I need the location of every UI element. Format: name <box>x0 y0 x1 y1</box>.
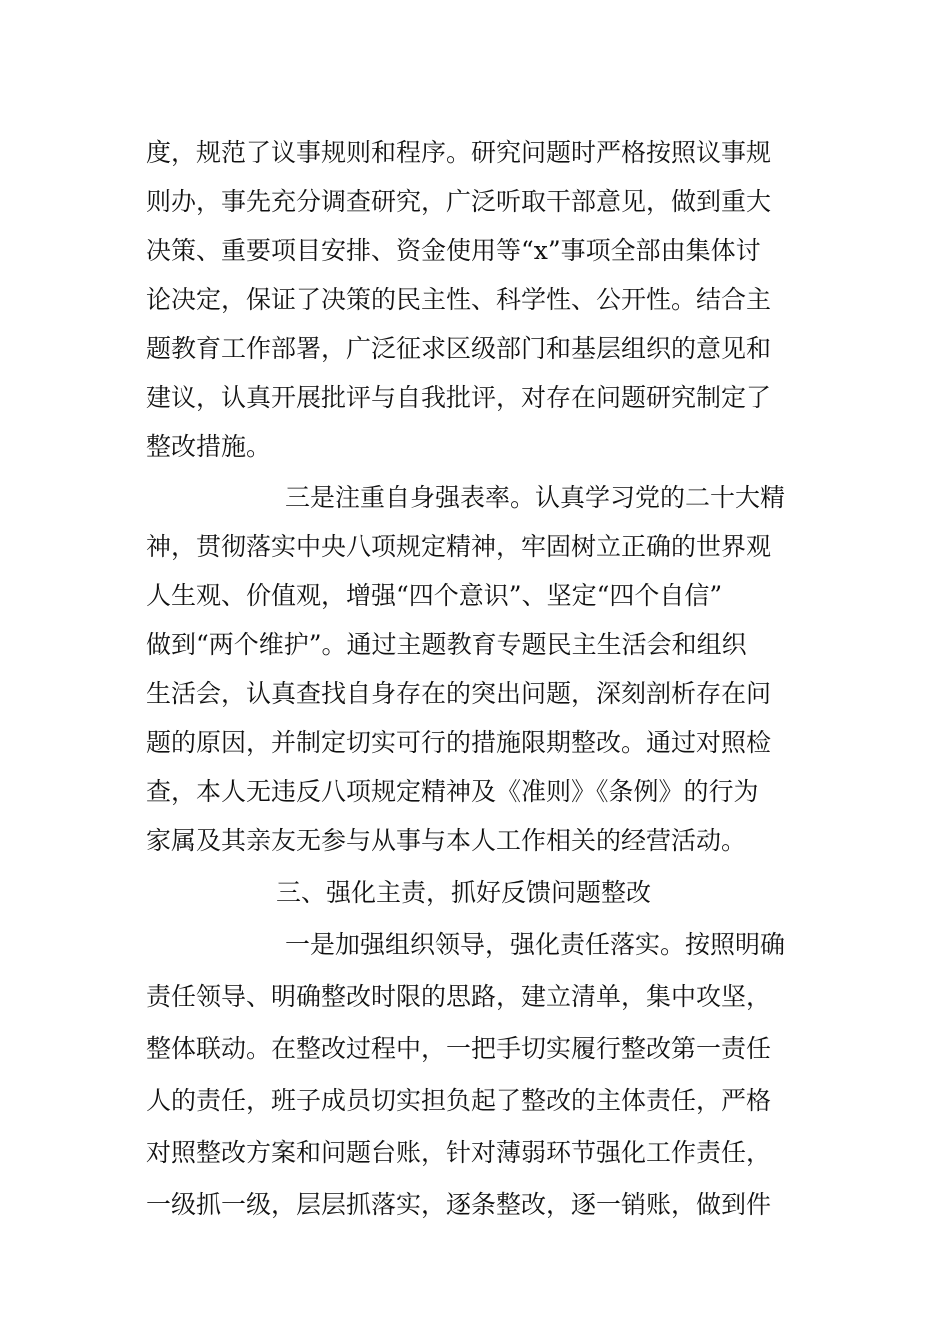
text-line: 做到“两个维护”。通过主题教育专题民主生活会和组织 <box>146 630 747 659</box>
text-line: 题的原因，并制定切实可行的措施限期整改。通过对照检 <box>146 728 772 757</box>
text-line: 责任领导、明确整改时限的思路，建立清单，集中攻坚， <box>146 982 772 1011</box>
text-line: 整改措施。 <box>146 432 272 461</box>
text-line: 论决定，保证了决策的民主性、科学性、公开性。结合主 <box>146 285 772 314</box>
text-line: 查，本人无违反八项规定精神及《准则》《条例》的行为 <box>146 777 759 806</box>
text-line: 则办，事先充分调查研究，广泛听取干部意见，做到重大 <box>146 187 772 216</box>
text-line: 神，贯彻落实中央八项规定精神，牢固树立正确的世界观 <box>146 532 772 561</box>
text-line: 建议，认真开展批评与自我批评，对存在问题研究制定了 <box>146 383 772 412</box>
text-line: 一级抓一级，层层抓落实，逐条整改，逐一销账，做到件 <box>146 1190 772 1219</box>
text-line: 生活会，认真查找自身存在的突出问题，深刻剖析存在问 <box>146 679 772 708</box>
text-line: 整体联动。在整改过程中，一把手切实履行整改第一责任 <box>146 1034 772 1063</box>
text-line: 对照整改方案和问题台账，针对薄弱环节强化工作责任， <box>146 1138 772 1167</box>
paragraph-heading: 一是加强组织领导，强化责任落实。按照明确 <box>285 930 786 959</box>
text-line: 人生观、价值观，增强“四个意识”、坚定“四个自信” <box>146 581 723 610</box>
text-line: 题教育工作部署，广泛征求区级部门和基层组织的意见和 <box>146 334 772 363</box>
text-line: 家属及其亲友无参与从事与本人工作相关的经营活动。 <box>146 826 747 855</box>
section-heading: 三、强化主责，抓好反馈问题整改 <box>276 878 652 907</box>
paragraph-heading: 三是注重自身强表率。认真学习党的二十大精 <box>285 483 786 512</box>
text-line: 人的责任，班子成员切实担负起了整改的主体责任，严格 <box>146 1086 772 1115</box>
text-line: 决策、重要项目安排、资金使用等“x”事项全部由集体讨 <box>146 236 761 265</box>
text-line: 度，规范了议事规则和程序。研究问题时严格按照议事规 <box>146 138 772 167</box>
